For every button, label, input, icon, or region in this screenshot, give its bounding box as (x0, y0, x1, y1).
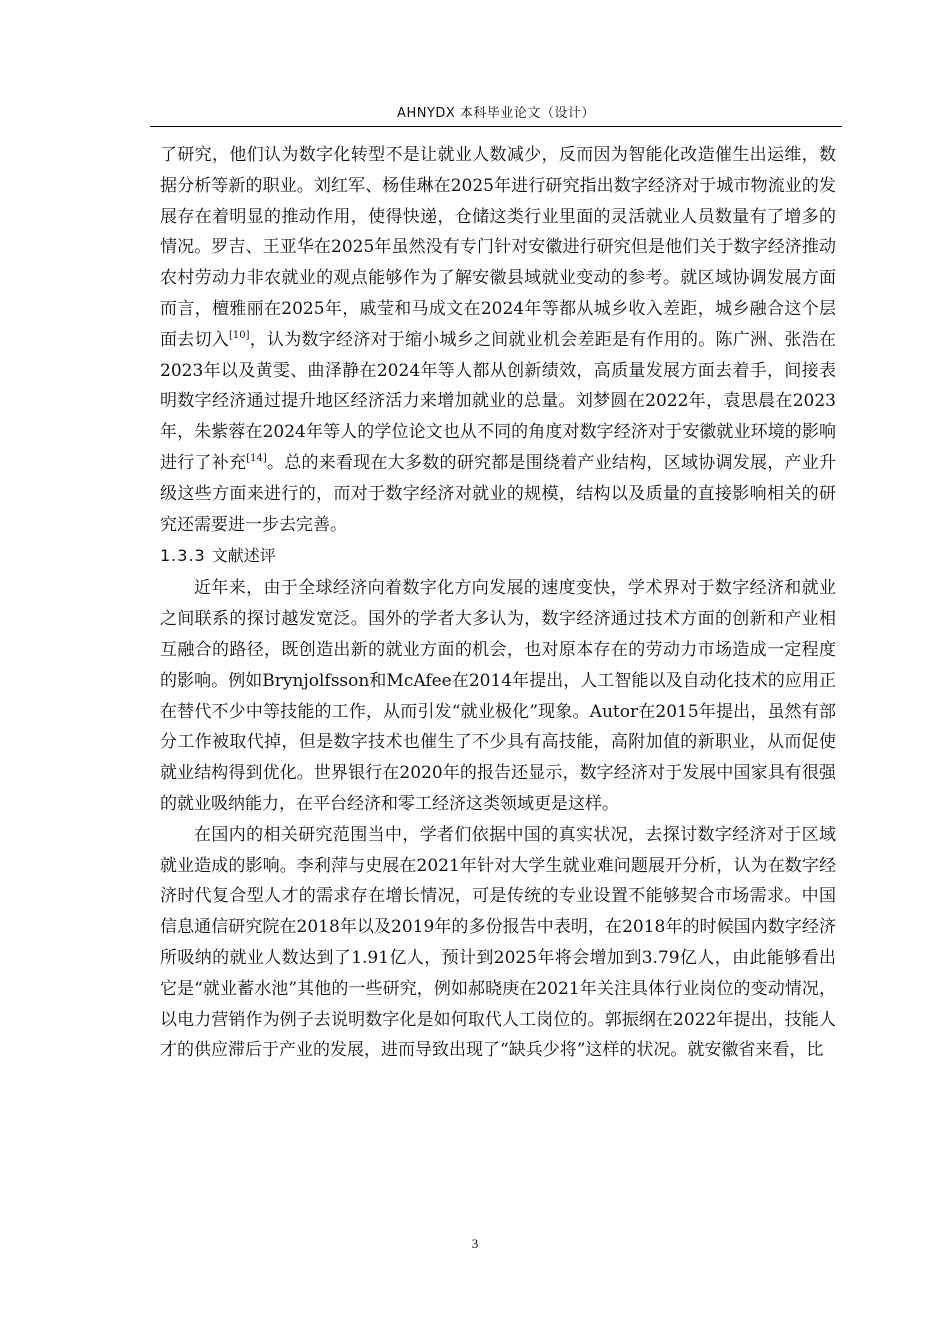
paragraph: 在国内的相关研究范围当中，学者们依据中国的真实状况，去探讨数字经济对于区域就业造成的影响。李利萍与史展在2021年针对大学生就业难问题展开分析，认为在数字经济时代复合型人才的需求存在增长情况，可是传统的专业设置不能够契合市场需求。中国信息通信研究院在2018年以及2019年的多份报告中表明，在2018年的时候国内数字经济所吸纳的就业人数达到了1.91亿人，预计到2025年将会增加到3.79亿人，由此能够看出它是“就业蓄水池”其他的一些研究，例如郝晓庚在2021年关注具体行业岗位的变动情况，以电力营销作为例子去说明数字化是如何取代人工岗位的。郭振纲在2022年提出，技能人才的供应滞后于产业的发展，进而导致出现了“缺兵少将”这样的状况。就安徽省来看，比 (160, 824, 836, 1061)
section-number: 1.3.3 (160, 546, 206, 566)
citation-ref[interactable]: [10] (229, 329, 250, 341)
paragraph-text: 。总的来看现在大多数的研究都是围绕着产业结构，区域协调发展，产业升级这些方面来进行的，而对于数字经济对就业的规模，结构以及质量的直接影响相关的研究还需要进一步去完善。 (160, 452, 837, 535)
body-text (160, 140, 836, 1066)
paragraph-continued (160, 140, 836, 540)
paragraph-text: 了研究，他们认为数字化转型不是让就业人数减少，反而因为智能化改造催生出运维，数据分析等新的职业。刘红军、杨佳琳在2025年进行研究指出数字经济对于城市物流业的发展存在着明显的推动作用，使得快递，仓储这类行业里面的灵活就业人员数量有了增多的情况。罗吉、王亚华在2025年虽然没有专门针对安徽进行研究但是他们关于数字经济推动农村劳动力非农就业的观点能够作为了解安徽县域就业变动的参考。就区域协调发展方面而言，檀雅丽在2025年，戚莹和马成文在2024年等都从城乡收入差距，城乡融合这个层面去切入 (160, 145, 836, 350)
section-heading (160, 541, 836, 571)
citation-ref[interactable]: [14] (246, 452, 267, 464)
running-header: AHNYDX 本科毕业论文（设计） (397, 106, 595, 121)
header-rule (150, 126, 842, 127)
paragraph-text: ，认为数字经济对于缩小城乡之间就业机会差距是有作用的。陈广洲、张浩在2023年以及黄雯、曲泽静在2024年等人都从创新绩效，高质量发展方面去着手，间接表明数字经济通过提升地区经济活力来增加就业的总量。刘梦圆在2022年，袁思晨在2023年，朱紫蓉在2024年等人的学位论文也从不同的角度对数字经济对于安徽就业环境的影响进行了补充 (160, 329, 837, 473)
page-number: 3 (471, 1236, 479, 1251)
paragraph: 近年来，由于全球经济向着数字化方向发展的速度变快，学术界对于数字经济和就业之间联系的探讨越发宽泛。国外的学者大多认为，数字经济通过技术方面的创新和产业相互融合的路径，既创造出新的就业方面的机会，也对原本存在的劳动力市场造成一定程度的影响。例如Brynjolfsson和McAfee在2014年提出，人工智能以及自动化技术的应用正在替代不少中等技能的工作，从而引发“就业极化”现象。Autor在2015年提出，虽然有部分工作被取代掉，但是数字技术也催生了不少具有高技能，高附加值的新职业，从而促使就业结构得到优化。世界银行在2020年的报告还显示，数字经济对于发展中国家具有很强的就业吸纳能力，在平台经济和零工经济这类领域更是这样。 (160, 578, 836, 814)
section-title: 文献述评 (211, 546, 276, 566)
